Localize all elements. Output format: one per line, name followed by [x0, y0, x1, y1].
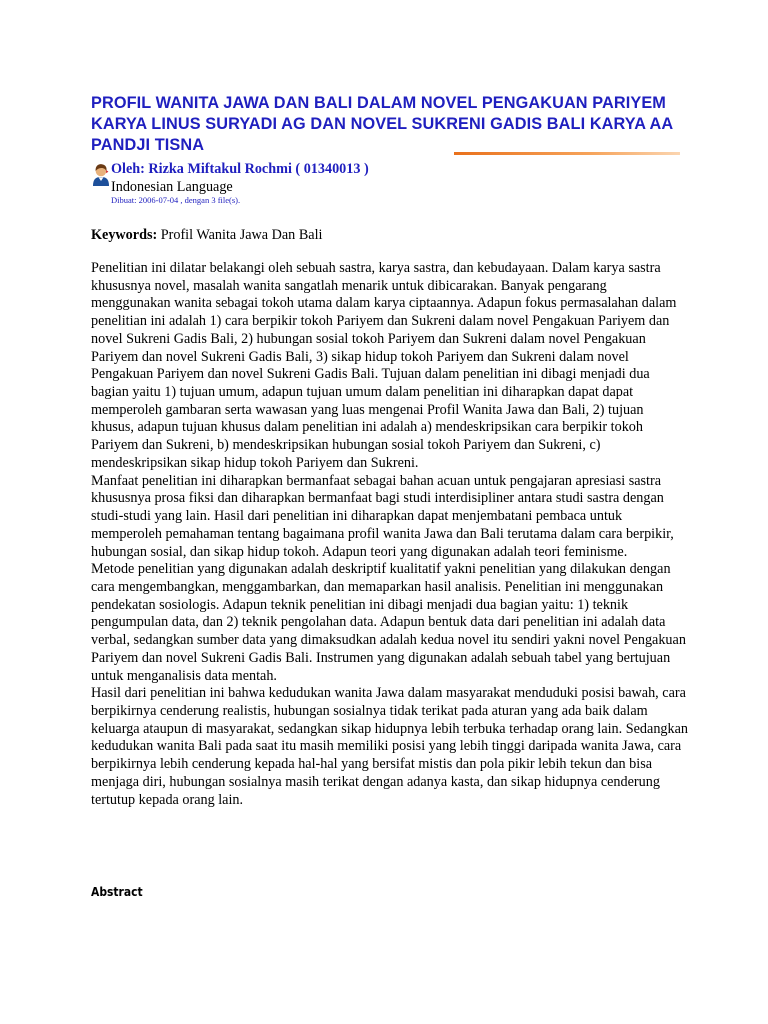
page-title: PROFIL WANITA JAWA DAN BALI DALAM NOVEL PENGAKUAN PARIYEM KARYA LINUS SURYADI AG DAN NOVEL SUKRENI GADIS BALI KARYA AA PANDJI TISNA — [91, 94, 673, 154]
abstract-heading: Abstract — [91, 884, 143, 899]
abstract-paragraph-benefits: Manfaat penelitian ini diharapkan bermanfaat sebagai bahan acuan untuk pengajaran apresiasi sastra khususnya prosa fiksi dan diharapkan bermanfaat bagi studi interdisipliner antara studi sastra dengan studi-studi yang lain. Hasil dari penelitian ini diharapkan dapat menjembatani pembaca untuk memperoleh pemahaman tentang bagaimana profil wanita Jawa dan Bali terutama dalam cara berpikir, hubungan sosial, dan sikap hidup tokoh. Adapun teori yang digunakan adalah teori feminisme. — [91, 472, 674, 560]
user-avatar-icon — [91, 162, 111, 186]
created-date-meta: Dibuat: 2006-07-04 , dengan 3 file(s). — [111, 195, 241, 205]
keywords-label: Keywords: — [91, 227, 158, 243]
title-accent-rule — [454, 152, 680, 155]
abstract-paragraph-background: Penelitian ini dilatar belakangi oleh sebuah sastra, karya sastra, dan kebudayaan. Dalam karya sastra khususnya novel, masalah wanita sangatlah menarik untuk dibicarakan. Banyak pengarang menggunakan wanita sebagai tokoh utama dalam karya ciptaannya. Adapun fokus permasalahan dalam penelitian ini adalah 1) cara berpikir tokoh Pariyem dan Sukreni dalam novel Pengakuan Pariyem dan novel Sukreni Gadis Bali, 2) hubungan sosial tokoh Pariyem dan Sukreni dalam novel Pengakuan Pariyem dan novel Sukreni Gadis Bali, 3) sikap hidup tokoh Pariyem dan Sukreni dalam novel Pengakuan Pariyem dan novel Sukreni Gadis Bali. Tujuan dalam penelitian ini dibagi menjadi dua bagian yaitu 1) tujuan umum, adapun tujuan umum dalam penelitian ini diharapkan dapat dapat memperoleh gambaran serta wawasan yang luas mengenai Profil Wanita Jawa dan Bali, 2) tujuan khusus, adapun tujuan khusus dalam penelitian ini adalah a) mendeskripsikan cara berpikir tokoh Pariyem dan Sukreni, b) mendeskripsikan hubungan sosial tokoh Pariyem dan Sukreni, c) mendeskripsikan sikap hidup tokoh Pariyem dan Sukreni. — [91, 260, 677, 471]
keywords-line — [91, 226, 322, 244]
abstract-paragraph-method: Metode penelitian yang digunakan adalah deskriptif kualitatif yakni penelitian yang dilakukan dengan cara mengembangkan, menggambarkan, dan memaparkan hasil analisis. Penelitian ini menggunakan pendekatan sosiologis. Adapun teknik penelitian ini dibagi menjadi dua bagian yaitu: 1) teknik pengumpulan data, dan 2) teknik pengolahan data. Adapun bentuk data dari penelitian ini adalah data verbal, sedangkan sumber data yang dimaksudkan adalah kedua novel itu sendiri yakni novel Pengakuan Pariyem dan novel Sukreni Gadis Bali. Instrumen yang digunakan adalah sebuah tabel yang bertujuan untuk menganalisis data mentah. — [91, 561, 686, 684]
abstract-body — [91, 260, 689, 809]
language-label: Indonesian Language — [111, 179, 233, 195]
keywords-value: Profil Wanita Jawa Dan Bali — [157, 227, 323, 243]
abstract-paragraph-results: Hasil dari penelitian ini bahwa kedudukan wanita Jawa dalam masyarakat menduduki posisi bawah, cara berpikirnya cenderung realistis, hubungan sosialnya tidak terikat pada aturan yang ada baik dalam keluarga ataupun di masyarakat, sedangkan sikap hidupnya lebih terbuka terhadap orang lain. Sedangkan kedudukan wanita Bali pada saat itu masih memiliki posisi yang lebih tinggi daripada wanita Jawa, cara berpikirnya lebih cenderung kepada hal-hal yang bersifat mistis dan pola pikir lebih tekun dan bisa menjaga diri, hubungan sosialnya masih terikat dengan adanya kasta, dan sikap hidupnya cenderung tertutup kepada orang lain. — [91, 685, 688, 808]
author-byline: Oleh: Rizka Miftakul Rochmi ( 01340013 ) — [111, 161, 369, 177]
